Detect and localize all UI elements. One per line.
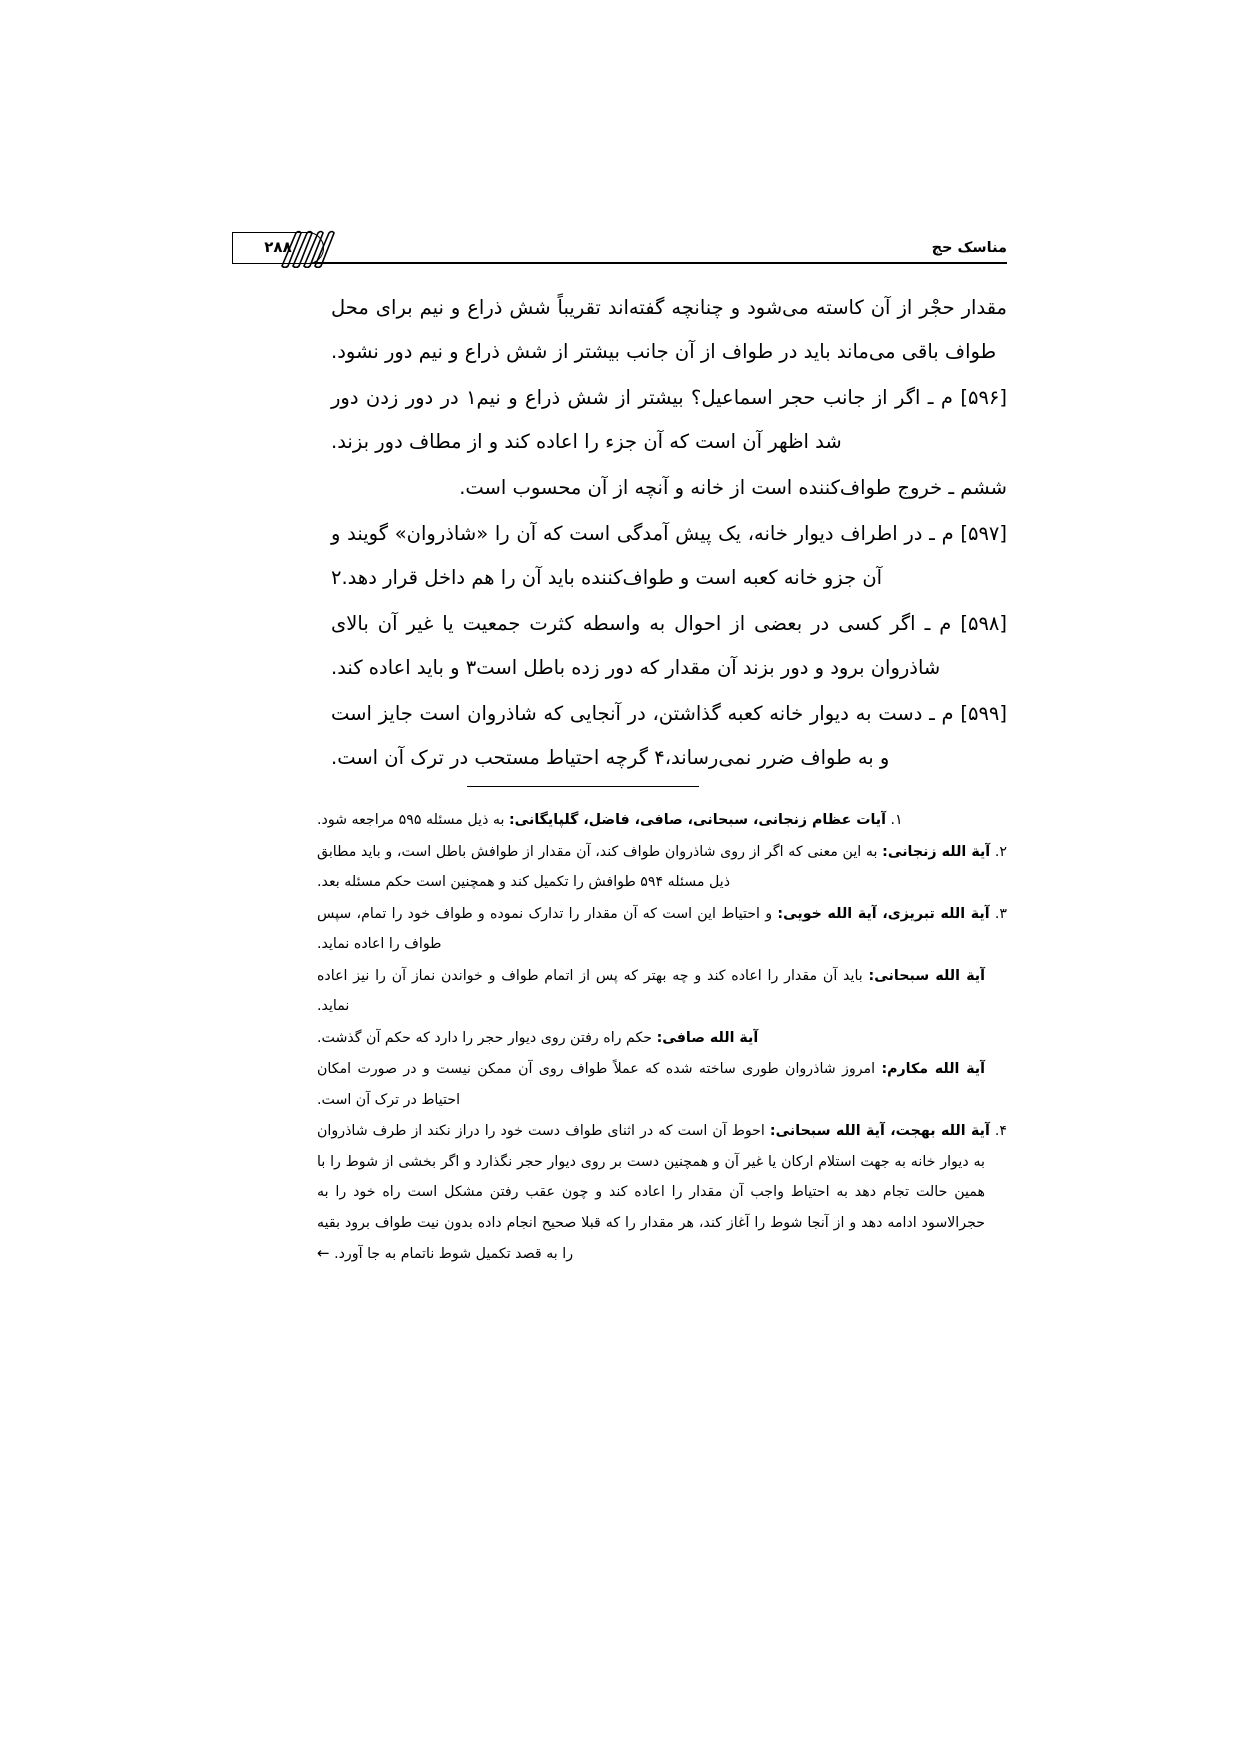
footnote-sub-lead: آیة الله مکارم: — [881, 1061, 985, 1077]
page-header — [232, 238, 1007, 272]
paragraph-issue-598: [۵۹۸] م ـ اگر کسی در بعضی از احوال به واسطه کثرت جمعیت یا غیر آن بالای شاذروان برود و دور بزند آن مقدار که دور زده باطل است۳ و باید اعاده کند. — [331, 612, 1007, 679]
footnote-sub-lead: آیة الله صافی: — [656, 1029, 759, 1046]
footnote-separator-rule — [467, 786, 699, 787]
body-text — [331, 286, 1007, 782]
footnote-4 — [317, 1116, 1007, 1270]
continuation-arrow-icon: ← — [317, 1244, 330, 1262]
paragraph-issue-599: [۵۹۹] م ـ دست به دیوار خانه کعبه گذاشتن، در آنجایی که شاذروان است جایز است و به طواف ضرر نمی‌رساند،۴ گرچه احتیاط مستحب در ترک آن است. — [331, 702, 1007, 769]
running-head-title: مناسک حج — [931, 240, 1007, 256]
footnote-sub-text: حکم راه رفتن روی دیوار حجر را دارد که حکم آن گذشت. — [317, 1029, 653, 1046]
footnote-3-subline-2 — [317, 1023, 1007, 1054]
footnote-3-subline-3 — [317, 1054, 1007, 1115]
hatch-decoration-icon — [278, 230, 340, 268]
footnote-marker: ۱. — [890, 812, 903, 828]
footnote-list — [317, 805, 1007, 1271]
footnote-sub-text: باید آن مقدار را اعاده کند و چه بهتر که پس از اتمام طواف و خواندن نماز آن را نیز اعاده نماید. — [317, 967, 863, 1014]
footnote-text: احوط آن است که در اثنای طواف دست خود را دراز نکند از طرف شاذروان به دیوار خانه به جهت استلام ارکان یا غیر آن و همچنین دست بر روی دیوار حجر نگذارد و اگر بخشی از شوط را با همین حالت تجام دهد به احتیاط واجب آن مقدار را اعاده کند و چون عقب رفتن مشکل است راه خود را به حجرالاسود ادامه دهد و از آنجا شوط را آغاز کند، هر مقدار را که قبلا صحیح انجام داده بدون نیت طواف برود بقیه را به قصد تکمیل شوط ناتمام به جا آورد. — [317, 1123, 985, 1262]
footnote-lead: آیة الله زنجانی: — [882, 843, 991, 860]
paragraph-issue-596: [۵۹۶] م ـ اگر از جانب حجر اسماعیل؟ بیشتر از شش ذراع و نیم۱ در دور زدن دور شد اظهر آن است که آن جزء را اعاده کند و از مطاف دور بزند. — [331, 386, 1007, 453]
footnote-marker: ۴. — [994, 1123, 1007, 1139]
page-number-tab — [232, 232, 357, 266]
footnote-3-subline-1 — [317, 961, 1007, 1022]
footnote-lead: آیة الله تبریزی، آیة الله خویی: — [777, 905, 990, 922]
footnote-text: به ذیل مسئله ۵۹۵ مراجعه شود. — [317, 812, 505, 828]
paragraph-sixth-condition: ششم ـ خروج طواف‌کننده است از خانه و آنچه از آن محسوب است. — [459, 476, 1007, 499]
footnote-lead: آیة الله بهجت، آیة الله سبحانی: — [769, 1123, 990, 1139]
paragraph-issue-597: [۵۹۷] م ـ در اطراف دیوار خانه، یک پیش آمدگی است که آن را «شاذروان» گویند و آن جزو خانه کعبه است و طواف‌کننده باید آن را هم داخل قرار دهد.۲ — [331, 522, 1007, 589]
footnote-marker: ۲. — [994, 843, 1007, 860]
footnote-text: به این معنی که اگر از روی شاذروان طواف کند، آن مقدار از طوافش باطل است، و باید مطابق ذیل مسئله ۵۹۴ طوافش را تکمیل کند و همچنین است حکم مسئله بعد. — [317, 843, 878, 890]
footnote-sub-lead: آیة الله سبحانی: — [868, 967, 985, 984]
paragraph-continuation: مقدار حجْر از آن کاسته می‌شود و چنانچه گفته‌اند تقریباً شش ذراع و نیم برای محل طواف باقی می‌ماند باید در طواف از آن جانب بیشتر از شش ذراع و نیم دور نشود. — [331, 296, 1007, 363]
footnote-text: و احتیاط این است که آن مقدار را تدارک نموده و طواف خود را تمام، سپس طواف را اعاده نماید. — [317, 905, 773, 952]
footnote-sub-text: امروز شاذروان طوری ساخته شده که عملاً طواف روی آن ممکن نیست و در صورت امکان احتیاط در ترک آن است. — [317, 1061, 876, 1108]
footnote-2 — [317, 837, 1007, 898]
page-number: ۲۸۸ — [264, 238, 292, 256]
footnote-lead: آیات عظام زنجانی، سبحانی، صافی، فاضل، گلپایگانی: — [508, 812, 886, 828]
footnote-1 — [317, 805, 1007, 836]
footnote-marker: ۳. — [994, 905, 1008, 922]
footnote-3 — [317, 899, 1007, 960]
